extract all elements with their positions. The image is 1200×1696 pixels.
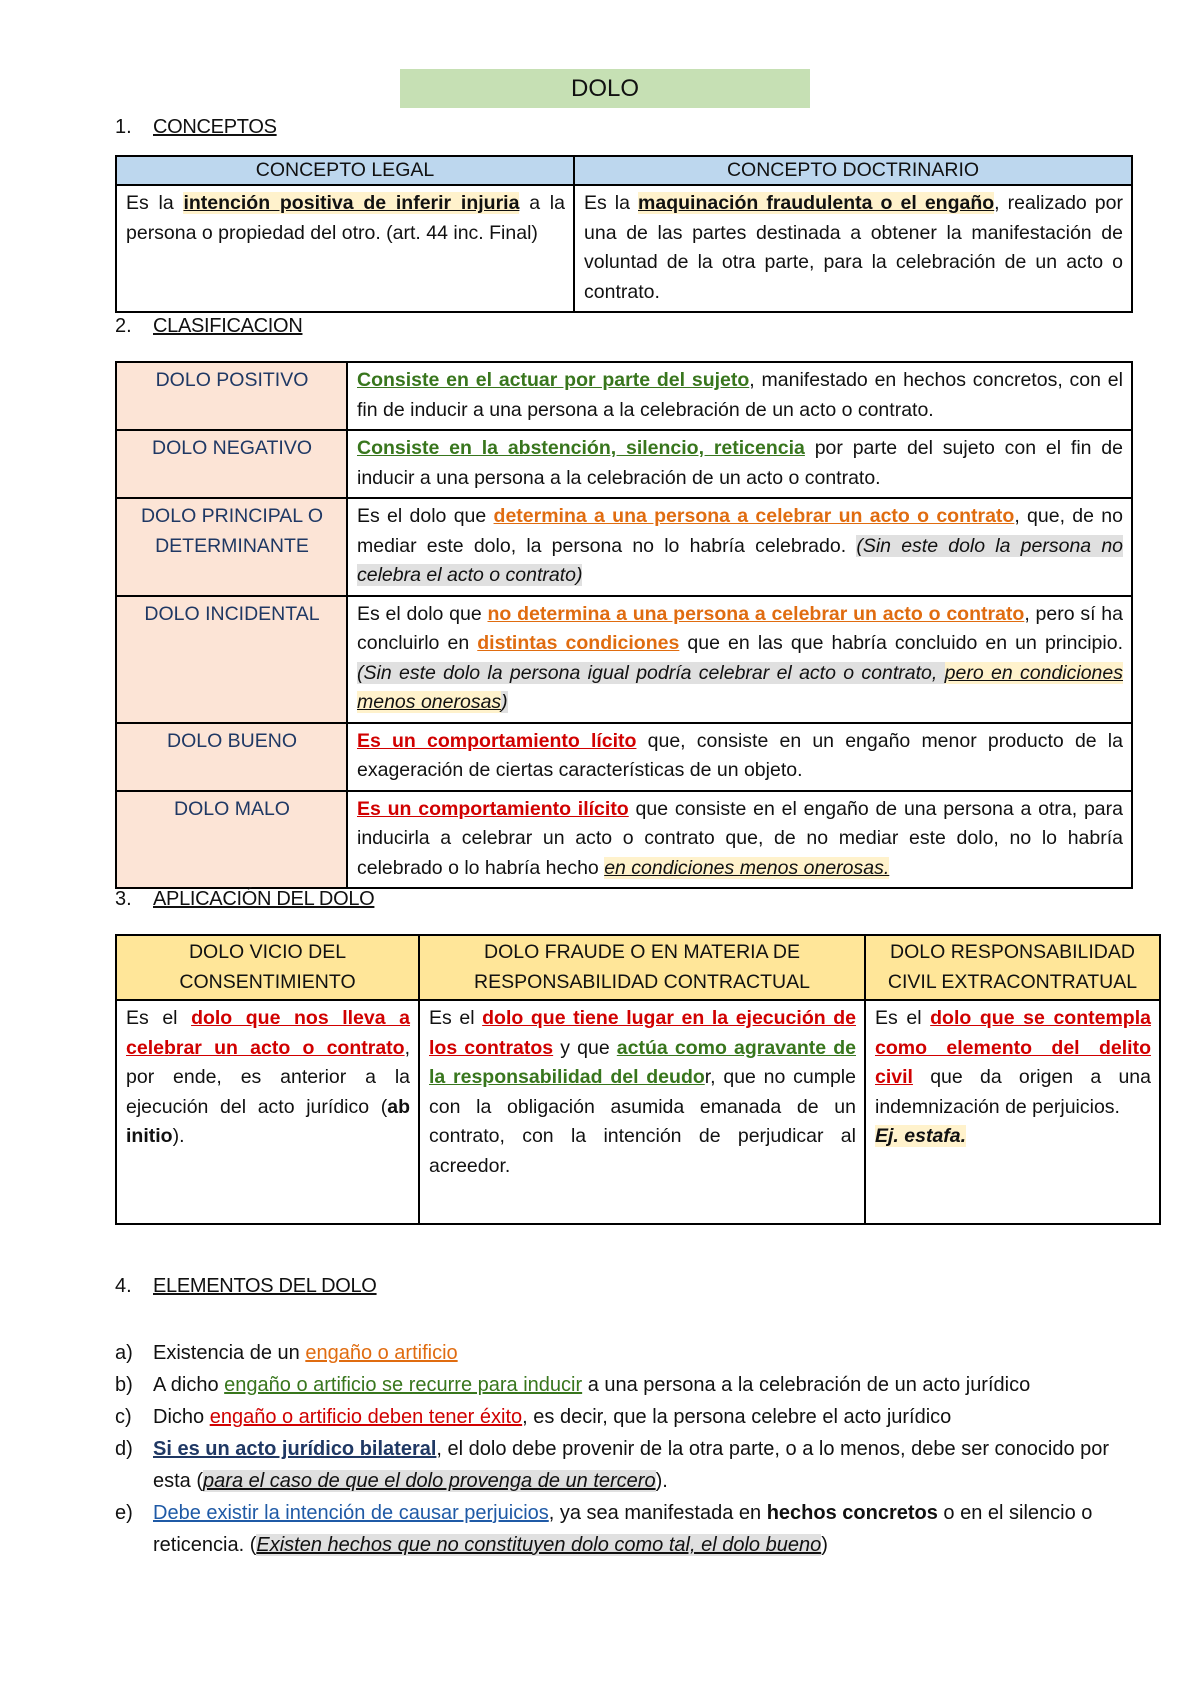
text-segment: Consiste en el actuar por parte del sujeto — [357, 369, 750, 391]
section-clasificacion-heading — [115, 315, 302, 338]
aplicacion-vicio-text — [116, 1000, 419, 1224]
text-segment: (Sin este dolo la persona no celebra el acto o contrato) — [357, 534, 1124, 586]
table-row — [116, 723, 1132, 791]
text-segment: dolo que se contempla como elemento del delito civil — [875, 1007, 1151, 1088]
section-number: 3. — [115, 888, 132, 910]
table-row — [116, 596, 1132, 723]
dolo-malo-text — [347, 791, 1132, 889]
table-row — [116, 498, 1132, 596]
text-segment: que da origen a una indemnización de perjuicios. — [875, 1066, 1151, 1118]
text-segment: A dicho — [153, 1374, 225, 1396]
list-item — [115, 1337, 1115, 1369]
text-segment: que, consiste en un engaño menor producto de la exageración de ciertas características de un objeto. — [357, 729, 1123, 781]
section-number: 4. — [115, 1275, 132, 1297]
dolo-negativo-label: DOLO NEGATIVO — [116, 430, 347, 498]
text-segment: Es la — [584, 192, 639, 214]
text-segment: engaño o artificio — [305, 1342, 458, 1364]
text-segment: Es la — [126, 192, 184, 214]
aplicacion-table — [115, 934, 1161, 1225]
dolo-malo-label: DOLO MALO — [116, 791, 347, 889]
aplicacion-header-vicio: DOLO VICIO DEL CONSENTIMIENTO — [116, 935, 419, 1000]
text-segment: ). — [655, 1470, 668, 1492]
list-letter: c) — [115, 1406, 132, 1428]
text-segment: Es el — [429, 1007, 483, 1029]
text-segment: Es un comportamiento ilícito — [357, 797, 629, 820]
list-letter: e) — [115, 1502, 133, 1524]
text-segment: ) — [821, 1534, 828, 1556]
dolo-bueno-label: DOLO BUENO — [116, 723, 347, 791]
list-letter: b) — [115, 1374, 133, 1396]
dolo-positivo-text — [347, 362, 1132, 430]
section-conceptos-heading — [115, 116, 277, 139]
aplicacion-header-extracontractual: DOLO RESPONSABILIDAD CIVIL EXTRACONTRATUAL — [865, 935, 1160, 1000]
section-number: 2. — [115, 315, 132, 337]
concepto-legal-header: CONCEPTO LEGAL — [116, 156, 574, 185]
concepto-doctrinario-header: CONCEPTO DOCTRINARIO — [574, 156, 1132, 185]
text-segment: actúa como agravante de la responsabilidad del deudo — [429, 1036, 856, 1088]
text-segment: por parte del sujeto con el fin de inducir a una persona a la celebración de un acto o contrato. — [357, 437, 1123, 489]
text-segment: , realizado por una de las partes destinada a obtener la manifestación de voluntad de la otra parte, para la celebración de un acto o contrato. — [584, 192, 1123, 303]
text-segment: ) — [501, 691, 508, 713]
section-number: 1. — [115, 116, 132, 138]
text-segment: Existen hechos que no constituyen dolo como tal, el dolo bueno — [256, 1534, 822, 1556]
list-item — [115, 1369, 1115, 1401]
text-segment: no determina a una persona a celebrar un acto o contrato — [487, 602, 1025, 625]
table-row — [116, 362, 1132, 430]
text-segment: , pero sí ha concluirlo en — [357, 602, 1123, 654]
text-segment: y que — [553, 1036, 617, 1059]
text-segment: Consiste en la abstención, silencio, reticencia — [357, 437, 805, 459]
text-segment: que en las que habría concluido en un principio. — [679, 632, 1124, 654]
section-elementos-heading — [115, 1275, 377, 1298]
section-title: CLASIFICACION — [153, 315, 303, 337]
aplicacion-extracontractual-text — [865, 1000, 1160, 1224]
text-segment: ab initio — [126, 1095, 410, 1147]
text-segment: a la persona o propiedad del otro. (art. 44 inc. Final) — [126, 192, 565, 244]
section-title: ELEMENTOS DEL DOLO — [153, 1275, 377, 1297]
list-letter: a) — [115, 1342, 133, 1364]
text-segment: Si es un acto jurídico bilateral — [153, 1438, 437, 1460]
text-segment: Es el dolo que — [357, 505, 494, 527]
page-title: DOLO — [400, 69, 810, 108]
text-segment: pero en condiciones menos onerosas — [357, 661, 1123, 713]
text-segment: , que, de no mediar este dolo, la persona no lo habría celebrado. — [357, 505, 1123, 557]
text-segment: , es decir, que la persona celebre el acto jurídico — [522, 1406, 952, 1428]
dolo-principal-label: DOLO PRINCIPAL O DETERMINANTE — [116, 498, 347, 596]
text-segment: Es un comportamiento lícito — [357, 729, 637, 752]
text-segment: engaño o artificio deben tener éxito — [209, 1406, 523, 1428]
aplicacion-fraude-text — [419, 1000, 865, 1224]
concepto-doctrinario-text — [574, 185, 1132, 312]
table-row — [116, 791, 1132, 889]
section-aplicacion-heading — [115, 888, 374, 911]
text-segment: Es el — [126, 1007, 192, 1029]
text-segment: dolo que tiene lugar en la ejecución de los contratos — [429, 1007, 856, 1059]
list-item — [115, 1401, 1115, 1433]
dolo-negativo-text — [347, 430, 1132, 498]
text-segment: Es el dolo que — [357, 602, 488, 625]
dolo-positivo-label: DOLO POSITIVO — [116, 362, 347, 430]
text-segment: en condiciones menos onerosas. — [604, 856, 890, 879]
text-segment: Debe existir la intención de causar perjuicios — [153, 1502, 549, 1524]
text-segment: r, que no cumple con la obligación asumida emanada de un contrato, con la intención de perjudicar al acreedor. — [429, 1066, 856, 1177]
dolo-principal-text — [347, 498, 1132, 596]
dolo-bueno-text — [347, 723, 1132, 791]
text-segment: Ej. estafa. — [875, 1125, 967, 1147]
text-segment: Dicho — [153, 1406, 210, 1428]
text-segment: ). — [172, 1125, 185, 1147]
text-segment: dolo que nos lleva a celebrar un acto o contrato — [126, 1007, 410, 1059]
list-letter: d) — [115, 1438, 133, 1460]
text-segment: Existencia de un — [153, 1342, 306, 1364]
dolo-incidental-text — [347, 596, 1132, 723]
text-segment: , ya sea manifestada en — [548, 1502, 767, 1524]
list-item — [115, 1497, 1115, 1561]
text-segment: , por ende, es anterior a la ejecución del acto jurídico ( — [126, 1036, 410, 1118]
text-segment: determina a una persona a celebrar un acto o contrato — [493, 505, 1015, 527]
section-title: APLICACIÓN DEL DOLO — [153, 888, 375, 910]
aplicacion-header-fraude: DOLO FRAUDE O EN MATERIA DE RESPONSABILIDAD CONTRACTUAL — [419, 935, 865, 1000]
text-segment: hechos concretos — [766, 1502, 938, 1524]
table-row — [116, 430, 1132, 498]
dolo-incidental-label: DOLO INCIDENTAL — [116, 596, 347, 723]
highlight-term: maquinación fraudulenta o el engaño — [638, 192, 995, 214]
text-segment: Es el — [875, 1007, 931, 1029]
text-segment: (Sin este dolo la persona igual podría celebrar el acto o contrato, — [357, 661, 945, 684]
text-segment: distintas condiciones — [477, 632, 680, 654]
text-segment: o en el silencio o reticencia. ( — [153, 1502, 1093, 1556]
text-segment: para el caso de que el dolo provenga de un tercero — [203, 1470, 656, 1492]
text-segment: , el dolo debe provenir de la otra parte, o a lo menos, debe ser conocido por esta ( — [153, 1438, 1110, 1492]
text-segment: a una persona a la celebración de un acto jurídico — [582, 1374, 1031, 1396]
conceptos-table — [115, 155, 1133, 313]
text-segment: que consiste en el engaño de una persona a otra, para inducirla a celebrar un acto o contrato que, de no mediar este dolo, no lo habría celebrado o lo habría hecho — [357, 797, 1123, 879]
text-segment: engaño o artificio se recurre para inducir — [224, 1374, 583, 1396]
section-title: CONCEPTOS — [153, 116, 277, 138]
text-segment: , manifestado en hechos concretos, con el fin de inducir a una persona a la celebración de un acto o contrato. — [357, 369, 1123, 421]
list-item — [115, 1433, 1115, 1497]
clasificacion-table — [115, 361, 1133, 889]
highlight-term: intención positiva de inferir injuria — [183, 192, 520, 214]
elementos-list — [115, 1337, 1115, 1561]
concepto-legal-text — [116, 185, 574, 312]
